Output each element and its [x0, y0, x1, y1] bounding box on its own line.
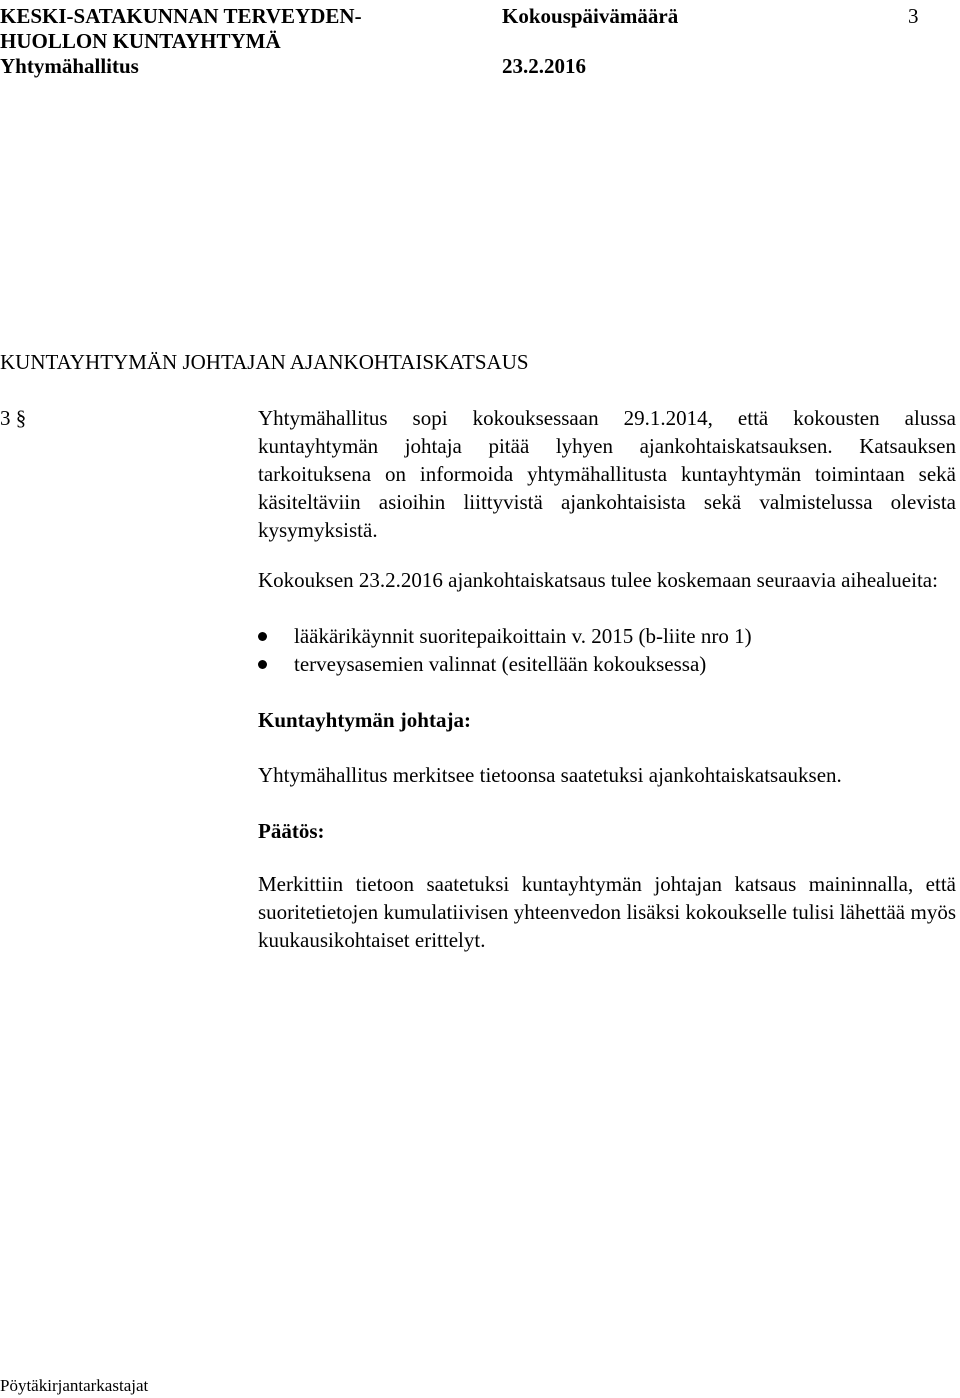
meeting-topics-intro: Kokouksen 23.2.2016 ajankohtaiskatsaus tulee koskemaan seuraavia aihealueita:: [258, 568, 938, 592]
proposal-text: Yhtymähallitus merkitsee tietoonsa saatetuksi ajankohtaiskatsauksen.: [258, 763, 842, 787]
topic-list: [258, 622, 956, 678]
intro-paragraph: Yhtymähallitus sopi kokouksessaan 29.1.2014, että kokousten alussa kuntayhtymän johtaja pitää lyhyen ajankohtaiskatsauksen. Katsauksen tarkoituksena on informoida yhtymähallitusta kuntayhtymän toimintaan sekä käsiteltäviin asioihin liittyvistä ajankohtaisista sekä valmistelussa olevista kysymyksistä.: [258, 406, 956, 542]
item-number: 3 §: [0, 406, 27, 430]
header-date-label: Kokouspäivämäärä: [502, 4, 679, 28]
decision-heading: Päätös:: [258, 819, 325, 843]
decision-text: Merkittiin tietoon saatetuksi kuntayhtymän johtajan katsaus maininnalla, että suoritetietojen kumulatiivisen yhteenvedon lisäksi kokoukselle tulisi lähettää myös kuukausikohtaiset erittelyt.: [258, 872, 956, 952]
footer-label: Pöytäkirjantarkastajat: [0, 1376, 149, 1395]
list-item: [258, 650, 956, 678]
list-item: [258, 622, 956, 650]
topic-text: terveysasemien valinnat (esitellään kokouksessa): [294, 652, 707, 676]
header-body-name: Yhtymähallitus: [0, 54, 139, 78]
section-title: KUNTAYHTYMÄN JOHTAJAN AJANKOHTAISKATSAUS: [0, 350, 529, 374]
header-organization-line1: KESKI-SATAKUNNAN TERVEYDEN-: [0, 4, 362, 28]
topic-text: lääkärikäynnit suoritepaikoittain v. 2015 (b-liite nro 1): [294, 624, 752, 648]
header-meeting-date: 23.2.2016: [502, 54, 586, 78]
bullet-icon: [258, 632, 267, 641]
header-organization-line2: HUOLLON KUNTAYHTYMÄ: [0, 29, 281, 53]
bullet-icon: [258, 660, 267, 669]
page-number: 3: [908, 4, 919, 28]
proposal-heading: Kuntayhtymän johtaja:: [258, 708, 471, 732]
